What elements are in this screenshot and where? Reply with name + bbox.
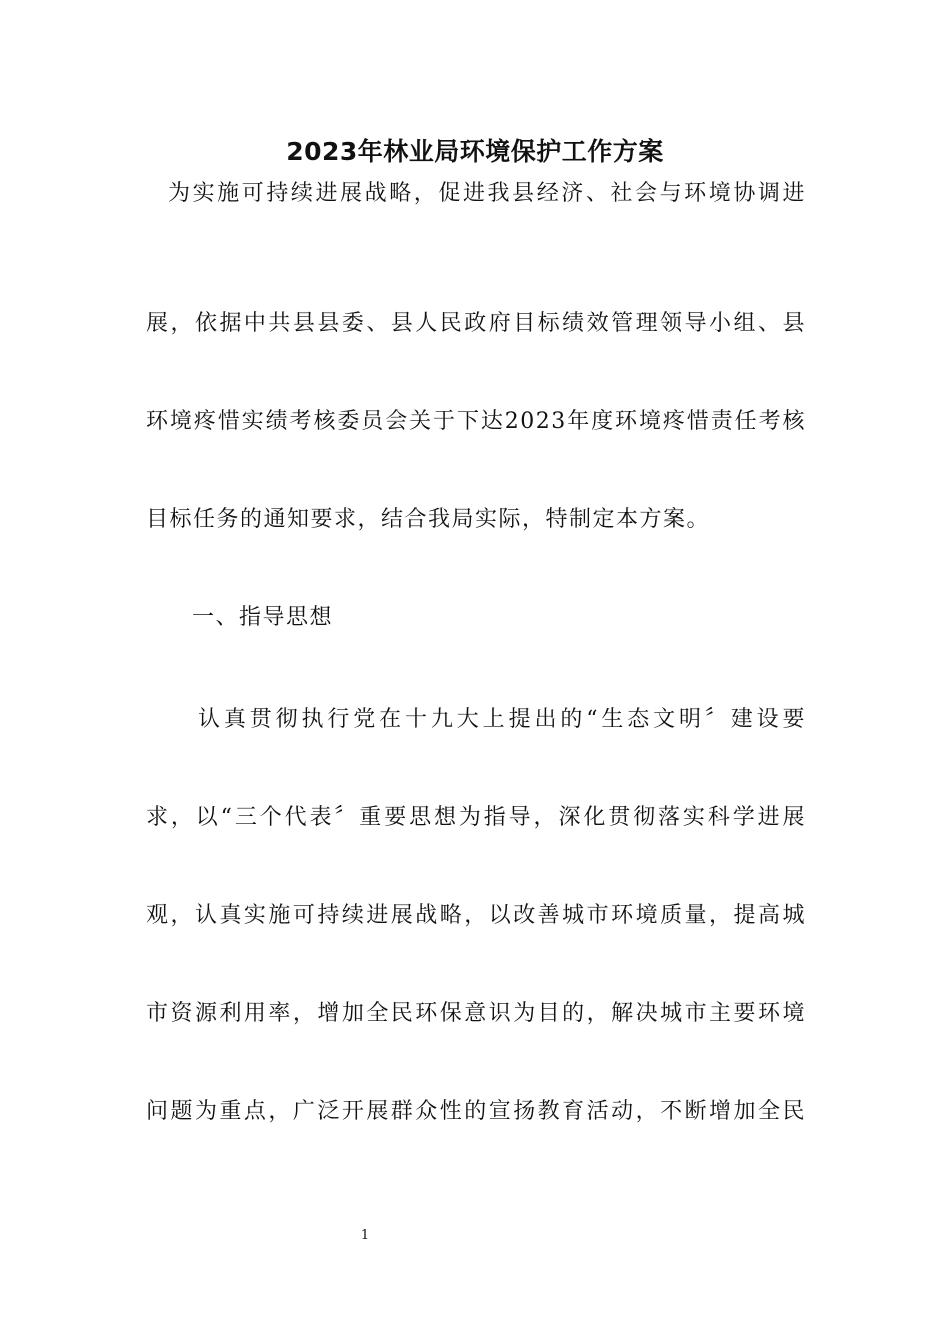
document-title: 2023年林业局环境保护工作方案 — [286, 137, 664, 166]
paragraph-line: 问题为重点，广泛开展群众性的宣扬教育活动，不断增加全民 — [146, 1099, 806, 1124]
paragraph-line: 展，依据中共县县委、县人民政府目标绩效管理领导小组、县 — [146, 311, 806, 336]
paragraph-line: 环境疼惜实绩考核委员会关于下达2023年度环境疼惜责任考核 — [146, 409, 806, 434]
paragraph-line: 求，以“三个代表〞重要思想为指导，深化贯彻落实科学进展 — [146, 805, 806, 830]
paragraph-line: 观，认真实施可持续进展战略，以改善城市环境质量，提高城 — [146, 903, 806, 928]
section-heading-guiding-ideology: 一、指导思想 — [192, 605, 334, 630]
page-number: 1 — [360, 1228, 370, 1243]
paragraph-line: 市资源利用率，增加全民环保意识为目的，解决城市主要环境 — [146, 1001, 806, 1026]
paragraph-line: 认真贯彻执行党在十九大上提出的“生态文明〞建设要 — [198, 707, 806, 732]
paragraph-line: 为实施可持续进展战略，促进我县经济、社会与环境协调进 — [168, 181, 806, 206]
paragraph-line: 目标任务的通知要求，结合我局实际，特制定本方案。 — [146, 507, 711, 532]
